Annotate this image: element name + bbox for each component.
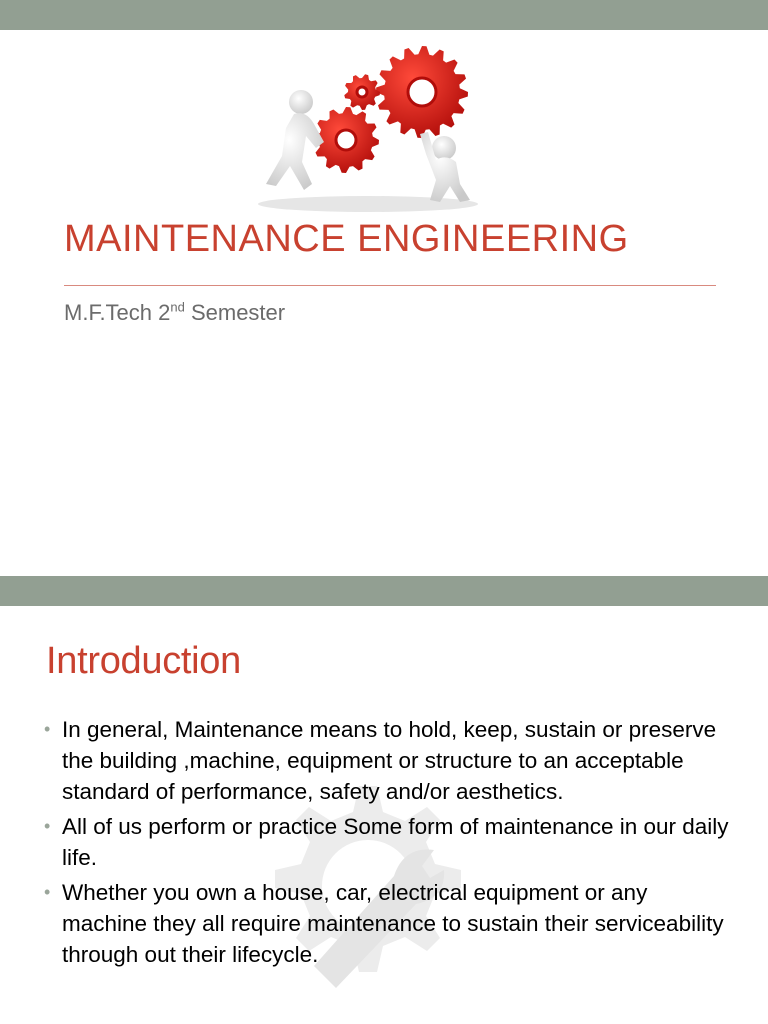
slide-heading: Introduction <box>46 640 241 682</box>
bullet-item <box>44 877 734 970</box>
bullet-marker: • <box>44 882 51 902</box>
bullet-marker: • <box>44 719 51 739</box>
bullet-text: All of us perform or practice Some form of maintenance in our daily life. <box>62 814 729 870</box>
slide-divider-band <box>0 576 768 606</box>
people-pushing-gears-illustration <box>246 44 490 214</box>
introduction-slide <box>0 606 768 1024</box>
subtitle-prefix: M.F.Tech 2 <box>64 300 171 325</box>
subtitle-superscript: nd <box>170 299 185 315</box>
bullet-list <box>44 714 734 974</box>
bullet-text: In general, Maintenance means to hold, keep, sustain or preserve the building ,machine, equipment or structure to an acceptable standard of performance, safety and/or aesthetics. <box>62 717 717 804</box>
gear-hub <box>357 87 367 97</box>
title-underline <box>64 285 716 286</box>
presentation-subtitle <box>64 300 285 326</box>
subtitle-suffix: Semester <box>184 300 286 325</box>
gear-hub <box>408 78 436 106</box>
gear-hub <box>336 130 356 150</box>
bullet-text: Whether you own a house, car, electrical equipment or any machine they all require maintenance to sustain their serviceability through out their lifecycle. <box>62 880 724 967</box>
bullet-item <box>44 714 734 807</box>
title-slide <box>0 30 768 576</box>
top-divider-band <box>0 0 768 30</box>
bullet-item <box>44 811 734 873</box>
presentation-title: MAINTENANCE ENGINEERING <box>64 218 629 260</box>
bullet-marker: • <box>44 816 51 836</box>
